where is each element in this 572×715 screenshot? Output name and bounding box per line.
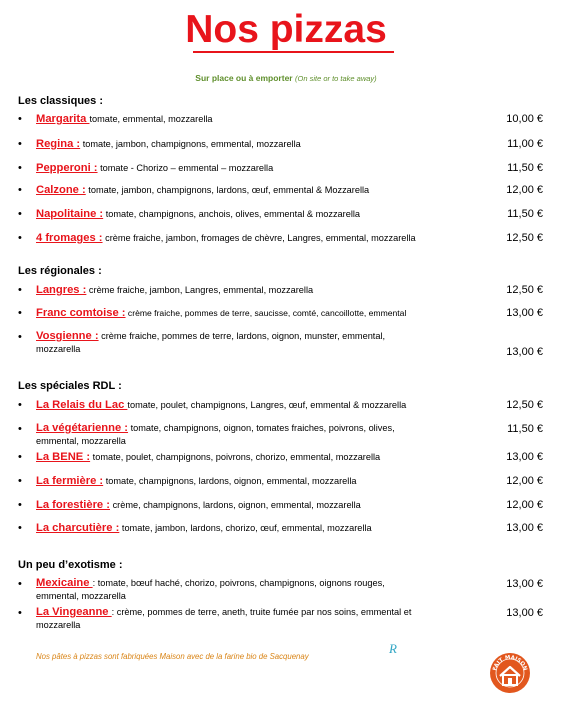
- footer-note: Nos pâtes à pizzas sont fabriquées Maison avec de la farine bio de Sacquenay: [36, 652, 309, 661]
- bullet: •: [18, 522, 22, 534]
- logo-text: FAIT MAISON: [492, 654, 528, 672]
- bullet: •: [18, 138, 22, 150]
- bullet: •: [18, 399, 22, 411]
- pizza-ingredients: crème fraiche, pommes de terre, saucisse, comté, cancoillotte, emmental: [127, 308, 407, 318]
- pizza-ingredients: crème fraiche, jambon, Langres, emmental, mozzarella: [88, 285, 314, 295]
- pizza-name: Langres :: [36, 284, 87, 296]
- pizza-ingredients: tomate, jambon, lardons, chorizo, œuf, emmental, mozzarella: [121, 523, 372, 533]
- pizza-name: Franc comtoise :: [36, 307, 126, 319]
- pizza-name: La Vingeanne: [36, 606, 112, 618]
- fait-maison-logo: [489, 652, 531, 694]
- pizza-ingredients: tomate, jambon, champignons, emmental, mozzarella: [82, 139, 301, 149]
- pizza-name: La forestière :: [36, 499, 110, 511]
- pizza-price: 12,00 €: [506, 184, 543, 196]
- page-title: Nos pizzas: [185, 8, 387, 51]
- pizza-name: La fermière :: [36, 475, 104, 487]
- section-title-regionales: Les régionales :: [18, 265, 102, 277]
- bullet: •: [18, 499, 22, 511]
- bullet: •: [18, 232, 22, 244]
- bullet: •: [18, 475, 22, 487]
- bullet: •: [18, 451, 22, 463]
- pizza-price: 12,00 €: [506, 499, 543, 511]
- pizza-ingredients: tomate, champignons, lardons, oignon, emmental, mozzarella: [105, 476, 357, 486]
- pizza-price: 13,00 €: [506, 346, 543, 358]
- pizza-name: Pepperoni :: [36, 162, 98, 174]
- pizza-ingredients: crème, champignons, lardons, oignon, emmental, mozzarella: [112, 500, 361, 510]
- pizza-ingredients: : crème, pommes de terre, aneth, truite fumée par nos soins, emmental et mozzarella: [36, 607, 412, 630]
- pizza-price: 12,50 €: [506, 399, 543, 411]
- sacquenay-mark: R: [389, 641, 397, 656]
- bullet: •: [18, 307, 22, 319]
- pizza-price: 13,00 €: [506, 578, 543, 590]
- bullet: •: [18, 113, 22, 125]
- subtitle-en: (On site or to take away): [294, 74, 377, 83]
- pizza-name: Calzone :: [36, 184, 86, 196]
- pizza-ingredients: tomate - Chorizo – emmental – mozzarella: [100, 163, 274, 173]
- pizza-name: Vosgienne :: [36, 330, 99, 342]
- pizza-price: 13,00 €: [506, 522, 543, 534]
- pizza-name: Mexicaine: [36, 577, 93, 589]
- bullet: •: [18, 284, 22, 296]
- pizza-price: 11,50 €: [507, 423, 543, 435]
- pizza-price: 13,00 €: [506, 451, 543, 463]
- title-underline: [193, 51, 394, 53]
- pizza-ingredients: tomate, jambon, champignons, lardons, œuf, emmental & Mozzarella: [88, 185, 370, 195]
- section-title-speciales: Les spéciales RDL :: [18, 380, 122, 392]
- pizza-price: 11,00 €: [507, 138, 543, 150]
- pizza-name: La végétarienne :: [36, 422, 129, 434]
- section-title-classiques: Les classiques :: [18, 95, 103, 107]
- bullet: •: [18, 331, 22, 343]
- pizza-ingredients: crème fraiche, jambon, fromages de chèvre, Langres, emmental, mozzarella: [105, 233, 416, 243]
- pizza-ingredients: tomate, champignons, anchois, olives, emmental & mozzarella: [105, 209, 361, 219]
- menu-item: [18, 577, 558, 605]
- pizza-price: 12,00 €: [506, 475, 543, 487]
- pizza-ingredients: tomate, poulet, champignons, poivrons, chorizo, emmental, mozzarella: [92, 452, 381, 462]
- pizza-ingredients: tomate, emmental, mozzarella: [89, 114, 213, 124]
- menu-item: [18, 330, 558, 360]
- pizza-name: Napolitaine :: [36, 208, 104, 220]
- pizza-price: 12,50 €: [506, 232, 543, 244]
- pizza-price: 11,50 €: [507, 162, 543, 174]
- bullet: •: [18, 184, 22, 196]
- menu-item: [18, 422, 558, 450]
- pizza-name: Margarita: [36, 113, 90, 125]
- pizza-name: Regina :: [36, 138, 81, 150]
- pizza-name: La Relais du Lac: [36, 399, 128, 411]
- pizza-price: 10,00 €: [506, 113, 543, 125]
- pizza-name: La BENE :: [36, 451, 91, 463]
- pizza-price: 12,50 €: [506, 284, 543, 296]
- bullet: •: [18, 162, 22, 174]
- bullet: •: [18, 607, 22, 619]
- bullet: •: [18, 423, 22, 435]
- pizza-name: La charcutière :: [36, 522, 120, 534]
- pizza-price: 13,00 €: [506, 307, 543, 319]
- pizza-name: 4 fromages :: [36, 232, 103, 244]
- pizza-ingredients: tomate, poulet, champignons, Langres, œuf, emmental & mozzarella: [127, 400, 407, 410]
- pizza-ingredients: crème fraiche, pommes de terre, lardons, oignon, munster, emmental, mozzarella: [36, 331, 386, 354]
- pizza-ingredients: tomate, champignons, oignon, tomates fraiches, poivrons, olives, emmental, mozzarella: [36, 423, 395, 446]
- pizza-price: 13,00 €: [506, 607, 543, 619]
- pizza-price: 11,50 €: [507, 208, 543, 220]
- menu-item: [18, 606, 558, 634]
- section-title-exotisme: Un peu d’exotisme :: [18, 559, 123, 571]
- pizza-ingredients: : tomate, bœuf haché, chorizo, poivrons, champignons, oignons rouges, emmental, mozzarella: [36, 578, 385, 601]
- bullet: •: [18, 208, 22, 220]
- subtitle: [0, 73, 572, 83]
- subtitle-fr: Sur place ou à emporter: [195, 73, 293, 83]
- bullet: •: [18, 578, 22, 590]
